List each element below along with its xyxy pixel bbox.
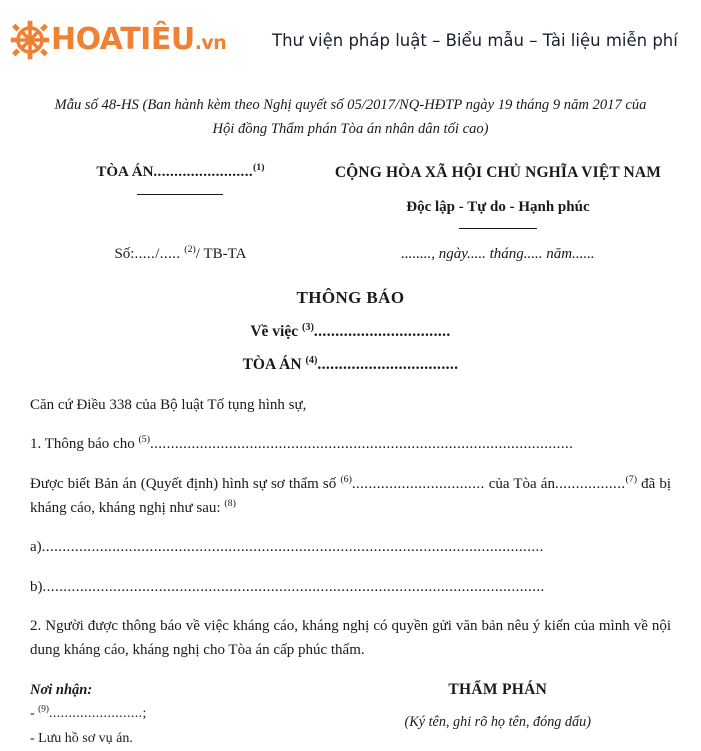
masthead-left [30, 161, 325, 228]
docnum-dots-1: ...../ [134, 245, 160, 262]
document-masthead [30, 161, 671, 228]
signer-instruction: (Ký tên, ghi rõ họ tên, đóng dấu) [404, 713, 591, 730]
court-title-dots: ................................. [317, 356, 459, 374]
recipient-item-2: - Lưu hồ sơ vụ án. [30, 730, 133, 746]
appeal-item-a-label: a) [30, 539, 42, 556]
ship-wheel-icon [10, 20, 50, 60]
title-block [30, 285, 671, 377]
recipient-item-1-prefix: - [30, 706, 35, 722]
court-label: TÒA ÁN [96, 164, 154, 181]
judgment-text-part-3: đã bị kháng cáo, kháng nghị như sau: [30, 475, 672, 517]
recipient-item-1 [30, 702, 351, 726]
docnum-suffix: / TB-TA [195, 245, 247, 262]
judgment-text-part-1: Được biết Bản án (Quyết định) hình sự sơ thẩm số [30, 475, 337, 492]
masthead-left-rule [137, 194, 223, 195]
docnum-prefix: Số: [114, 245, 135, 262]
notify-item-1-footnote-ref: (5) [138, 434, 150, 446]
court-title-label: TÒA ÁN [242, 356, 302, 374]
subject-line [30, 320, 671, 344]
appeal-item-b-label: b) [30, 578, 43, 595]
court-footnote-ref: (1) [253, 162, 265, 174]
judgment-footnote-ref-7: (7) [625, 473, 638, 485]
recipient-item-1-footnote-ref: (9) [38, 703, 49, 714]
judgment-text-part-2: của Tòa án [488, 475, 555, 492]
recipients-title: Nơi nhận: [30, 681, 93, 698]
nation-name: CỘNG HÒA XÃ HỘI CHỦ NGHĨA VIỆT NAM [334, 164, 662, 182]
docnum-date-row [30, 243, 671, 266]
document-number-field [30, 243, 325, 266]
site-tagline: Thư viện pháp luật – Biểu mẫu – Tài liệu miễn phí [272, 30, 678, 50]
notify-item-1-dots: ...................................................................................................... [149, 436, 574, 453]
document-sheet [0, 80, 701, 751]
docnum-dots-2: ..... [159, 245, 181, 262]
appeal-item-b [30, 575, 671, 599]
appeal-item-b-dots: ......................................................................................................................... [42, 578, 545, 595]
subject-footnote-ref: (3) [301, 321, 314, 333]
judgment-info-paragraph [30, 472, 671, 521]
recipient-item-1-dots: ........................; [48, 706, 147, 722]
notify-item-2: 2. Người được thông báo về việc kháng cáo, kháng nghị có quyền gửi văn bản nêu ý kiến của mình về nội dung kháng cáo, kháng nghị cho Tòa án cấp phúc thẩm. [30, 617, 671, 659]
recipients-block [30, 678, 351, 751]
subject-label: Về việc [250, 323, 299, 341]
masthead-right-rule [459, 228, 537, 229]
signer-title: THẨM PHÁN [448, 680, 548, 698]
notify-item-1 [30, 432, 671, 456]
appeal-item-a [30, 535, 671, 559]
notify-item-1-label: 1. Thông báo cho [30, 436, 135, 453]
national-motto: Độc lập - Tự do - Hạnh phúc [406, 199, 590, 216]
court-title-footnote-ref: (4) [305, 355, 318, 366]
signature-block [351, 678, 672, 751]
judgment-dots-2: ................. [554, 475, 626, 492]
legal-basis-paragraph: Căn cứ Điều 338 của Bộ luật Tố tụng hình sự, [30, 397, 307, 414]
site-header [0, 0, 701, 80]
judgment-footnote-ref-6: (6) [340, 473, 352, 485]
judgment-dots-1: ................................ [351, 475, 485, 492]
court-dots: ........................ [153, 164, 254, 181]
brand-name: HOATIÊU [51, 22, 195, 57]
subject-dots: ................................ [313, 323, 451, 341]
court-title-line [30, 353, 671, 377]
judgment-footnote-ref-8: (8) [224, 498, 236, 510]
form-reference-line-1: Mẫu số 48-HS (Ban hành kèm theo Nghị quyết số 05/2017/NQ-HĐTP ngày 19 tháng 9 năm 2017 của [54, 97, 647, 113]
signature-footer [30, 678, 671, 751]
brand-tld: .vn [194, 32, 227, 54]
document-title: THÔNG BÁO [296, 287, 405, 307]
brand-logo[interactable] [10, 20, 260, 60]
date-stamp-field: ........, ngày..... tháng..... năm...... [401, 245, 595, 262]
appeal-item-a-dots: ......................................................................................................................... [41, 539, 544, 556]
masthead-right [325, 161, 671, 228]
court-name-field [36, 161, 325, 184]
form-reference-line-2: Hội đồng Thẩm phán Tòa án nhân dân tối cao) [212, 120, 489, 137]
docnum-footnote-ref: (2) [184, 243, 196, 255]
brand-wordmark [51, 22, 227, 57]
form-reference [30, 94, 671, 141]
document-body [30, 393, 671, 662]
